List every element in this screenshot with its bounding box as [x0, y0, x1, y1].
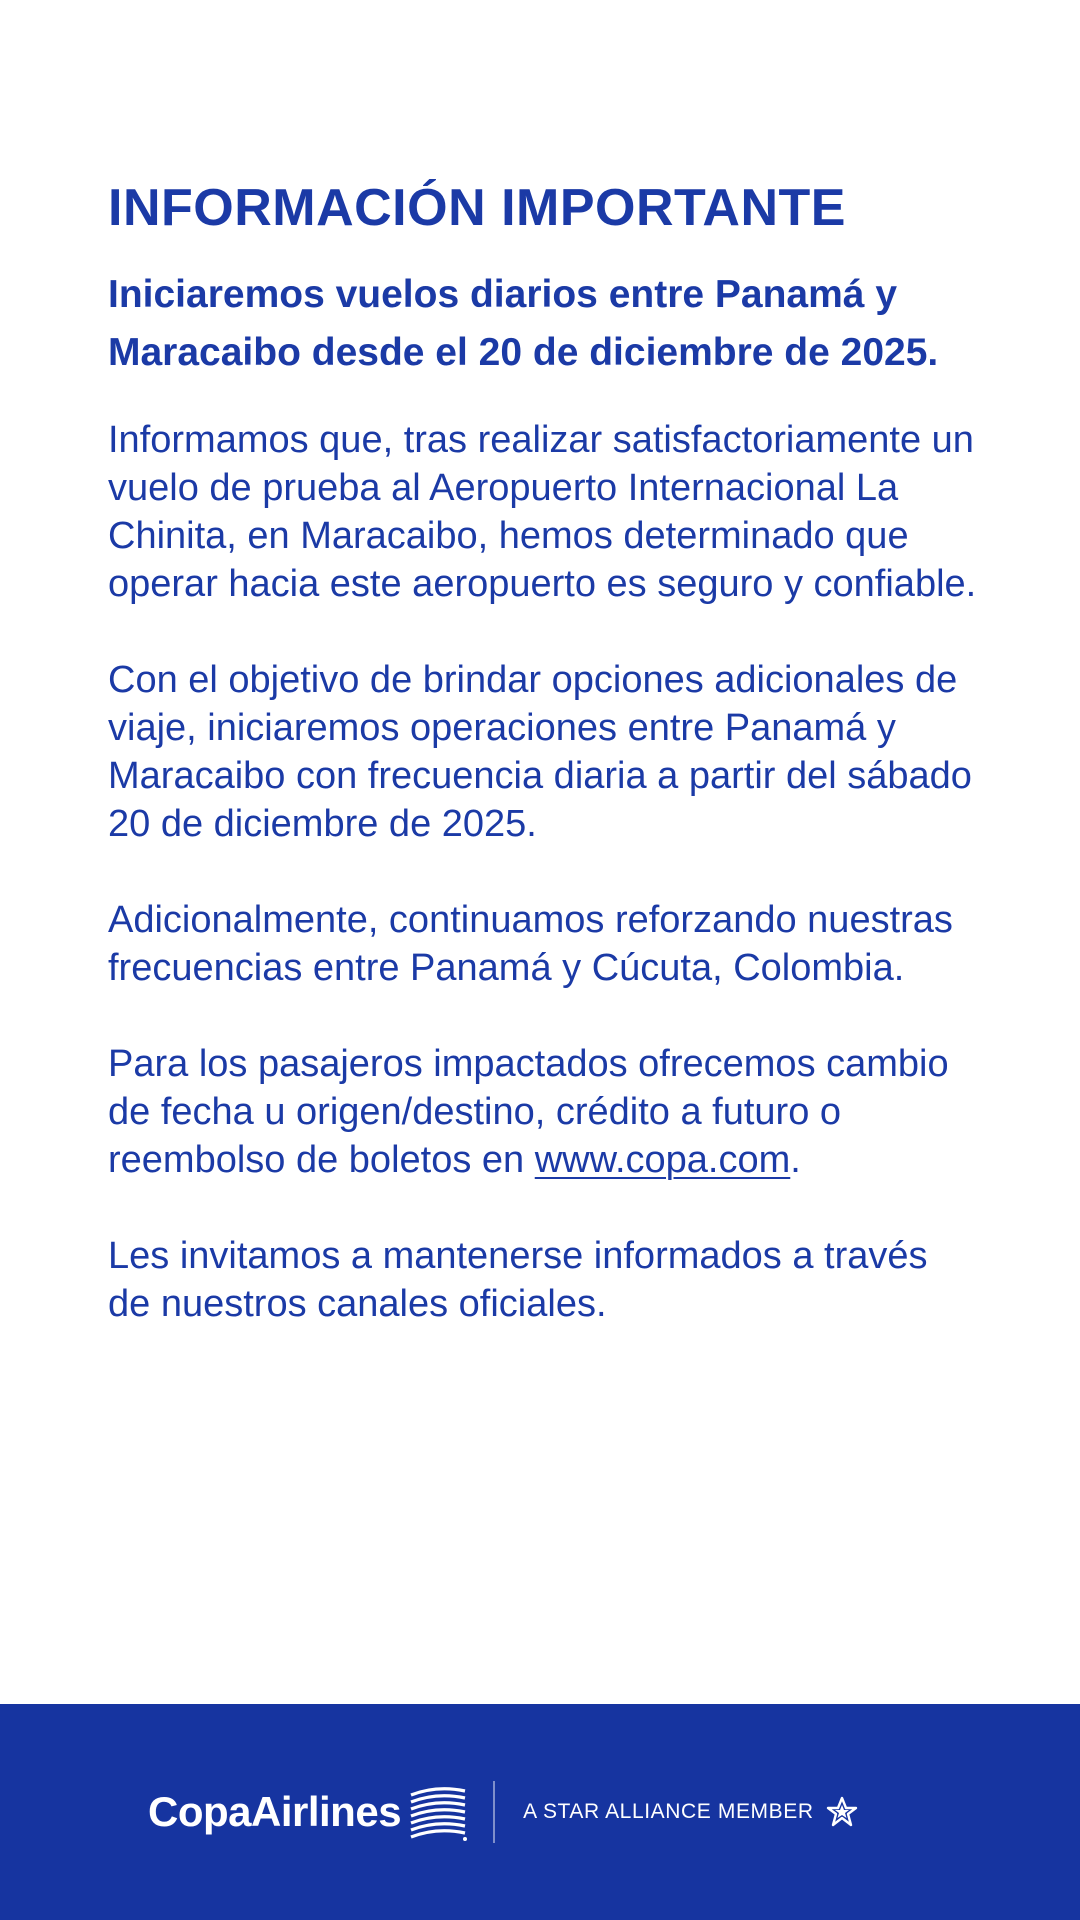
notice-subtitle: Iniciaremos vuelos diarios entre Panamá y Maracaibo desde el 20 de diciembre de 2025. — [108, 273, 939, 374]
copa-airlines-logo — [148, 1781, 469, 1843]
paragraph-passengers — [108, 1040, 978, 1184]
notice-body — [108, 416, 978, 1328]
page-title: INFORMACIÓN IMPORTANTE — [108, 179, 846, 237]
notice-content — [108, 176, 978, 1328]
paragraph-passengers-end: . — [790, 1139, 801, 1181]
footer-banner — [0, 1704, 1080, 1920]
paragraph-stay-informed: Les invitamos a mantenerse informados a través de nuestros canales oficiales. — [108, 1235, 928, 1325]
paragraph-test-flight: Informamos que, tras realizar satisfactoriamente un vuelo de prueba al Aeropuerto Internacional La Chinita, en Maracaibo, hemos determinado que operar hacia este aeropuerto es seguro y confiable. — [108, 419, 977, 605]
paragraph-passengers-text: Para los pasajeros impactados ofrecemos cambio de fecha u origen/destino, crédito a futuro o reembolso de boletos en — [108, 1043, 949, 1181]
footer-divider — [493, 1781, 495, 1843]
brand-name: CopaAirlines — [148, 1788, 402, 1835]
alliance-label: A STAR ALLIANCE MEMBER — [523, 1800, 814, 1823]
footer-branding — [148, 1768, 858, 1856]
copa-website-link[interactable]: www.copa.com — [534, 1139, 791, 1181]
star-alliance-icon — [826, 1796, 858, 1828]
star-alliance-badge — [523, 1796, 858, 1828]
paragraph-cucuta: Adicionalmente, continuamos reforzando nuestras frecuencias entre Panamá y Cúcuta, Colombia. — [108, 899, 953, 989]
paragraph-operations: Con el objetivo de brindar opciones adicionales de viaje, iniciaremos operaciones entre Panamá y Maracaibo con frecuencia diaria a partir del sábado 20 de diciembre de 2025. — [108, 659, 972, 845]
copa-airlines-logo-icon — [407, 1781, 469, 1843]
